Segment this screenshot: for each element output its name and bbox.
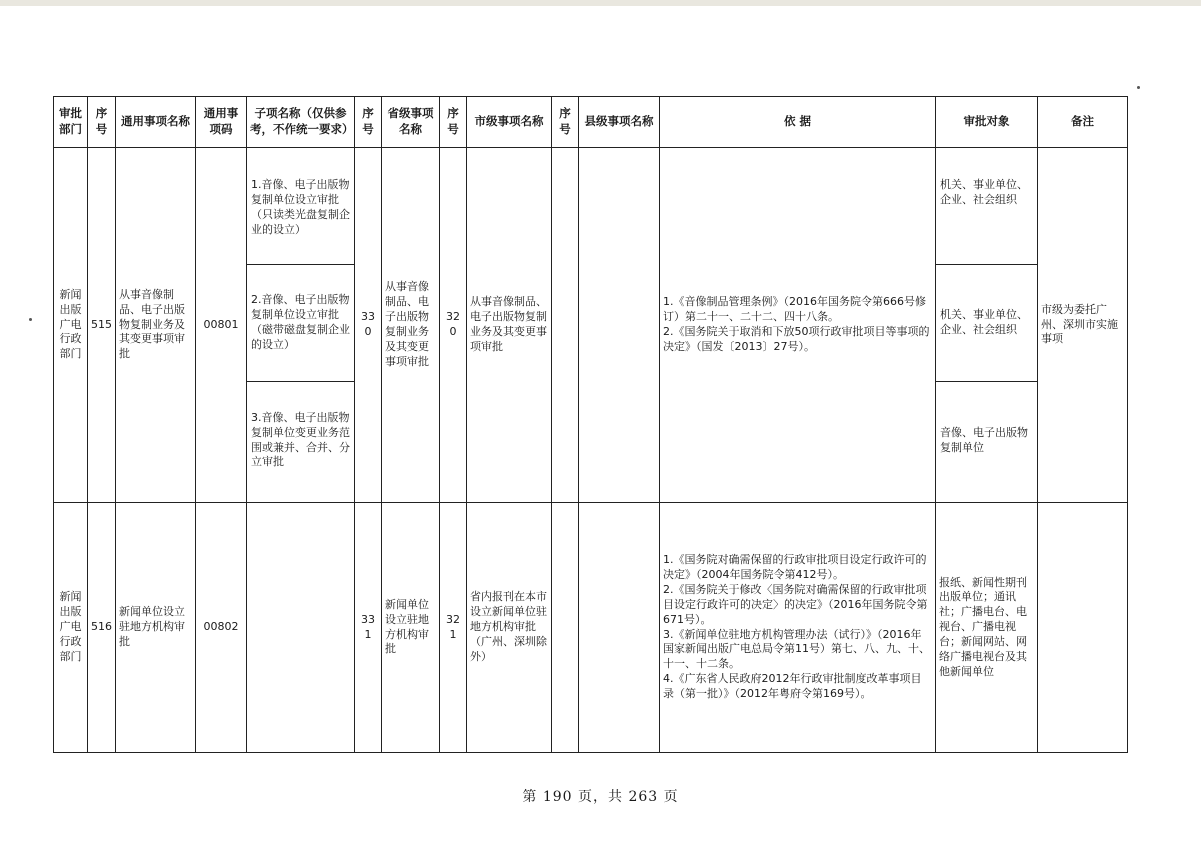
prov-seq-cell: 330 — [355, 148, 382, 503]
city-seq-cell: 320 — [440, 148, 467, 503]
general-name-cell: 从事音像制品、电子出版物复制业务及其变更事项审批 — [116, 148, 196, 503]
header-seq2: 序号 — [355, 97, 382, 148]
sub-item: 1.音像、电子出版物复制单位设立审批（只读类光盘复制企业的设立） — [247, 148, 354, 265]
sub-items-cell — [247, 503, 355, 753]
scan-speck — [29, 318, 32, 321]
seq-cell: 515 — [88, 148, 116, 503]
target-item: 音像、电子出版物复制单位 — [940, 425, 1028, 454]
prov-name-cell: 新闻单位设立驻地方机构审批 — [382, 503, 440, 753]
target-cell: 报纸、新闻性期刊出版单位；通讯社；广播电台、电视台、广播电视台；新闻网站、网络广播电视台及其他新闻单位 — [936, 503, 1038, 753]
header-dept: 审批部门 — [54, 97, 88, 148]
county-name-cell — [579, 503, 660, 753]
header-seq3: 序号 — [440, 97, 467, 148]
basis-cell — [660, 503, 936, 753]
dept-cell: 新闻出版广电行政部门 — [54, 503, 88, 753]
scan-edge — [0, 0, 1201, 6]
city-seq-cell: 321 — [440, 503, 467, 753]
table-header-row — [54, 97, 1128, 148]
header-seq: 序号 — [88, 97, 116, 148]
basis-item: 1.《国务院对确需保留的行政审批项目设定行政许可的决定》（2004年国务院令第412号）。 — [663, 553, 927, 582]
remark-cell — [1038, 503, 1128, 753]
county-seq-cell — [552, 148, 579, 503]
seq-cell: 516 — [88, 503, 116, 753]
county-name-cell — [579, 148, 660, 503]
prov-name-cell: 从事音像制品、电子出版物复制业务及其变更事项审批 — [382, 148, 440, 503]
page-footer: 第 190 页，共 263 页 — [522, 789, 679, 805]
header-target: 审批对象 — [936, 97, 1038, 148]
header-seq4: 序号 — [552, 97, 579, 148]
sub-items-cell — [247, 148, 355, 503]
header-county-name: 县级事项名称 — [579, 97, 660, 148]
scan-speck — [1137, 86, 1140, 89]
sub-item: 2.音像、电子出版物复制单位设立审批（磁带磁盘复制企业的设立） — [247, 265, 354, 382]
basis-item: 4.《广东省人民政府2012年行政审批制度改革事项目录（第一批）》（2012年粤府令第169号）。 — [663, 672, 922, 700]
table-row — [54, 503, 1128, 753]
header-prov-name: 省级事项名称 — [382, 97, 440, 148]
targets-cell — [936, 148, 1038, 503]
city-name-cell: 从事音像制品、电子出版物复制业务及其变更事项审批 — [467, 148, 552, 503]
header-sub-name: 子项名称（仅供参考，不作统一要求） — [247, 97, 355, 148]
basis-item: 1.《音像制品管理条例》（2016年国务院令第666号修订）第二十一、二十二、四十八条。 — [663, 295, 926, 324]
header-general-name: 通用事项名称 — [116, 97, 196, 148]
target-item: 机关、事业单位、企业、社会组织 — [936, 148, 1037, 265]
basis-item: 3.《新闻单位驻地方机构管理办法（试行）》（2016年国家新闻出版广电总局令第11号）第七、八、九、十、十一、十二条。 — [663, 627, 930, 671]
approval-items-table — [53, 96, 1128, 753]
header-general-code: 通用事项码 — [196, 97, 247, 148]
basis-item: 2.《国务院关于修改〈国务院对确需保留的行政审批项目设定行政许可的决定〉的决定》（2016年国务院令第671号）。 — [663, 582, 928, 626]
target-item: 机关、事业单位、企业、社会组织 — [936, 265, 1037, 382]
county-seq-cell — [552, 503, 579, 753]
basis-item: 2.《国务院关于取消和下放50项行政审批项目等事项的决定》（国发〔2013〕27号）。 — [663, 325, 930, 353]
general-code-cell: 00801 — [196, 148, 247, 503]
header-basis: 依 据 — [660, 97, 936, 148]
header-remark: 备注 — [1038, 97, 1128, 148]
general-name-cell: 新闻单位设立驻地方机构审批 — [116, 503, 196, 753]
table-row — [54, 148, 1128, 503]
prov-seq-cell: 331 — [355, 503, 382, 753]
sub-item: 3.音像、电子出版物复制单位变更业务范围或兼并、合并、分立审批 — [251, 410, 350, 469]
remark-cell: 市级为委托广州、深圳市实施事项 — [1038, 148, 1128, 503]
dept-cell: 新闻出版广电行政部门 — [54, 148, 88, 503]
basis-cell — [660, 148, 936, 503]
city-name-cell: 省内报刊在本市设立新闻单位驻地方机构审批（广州、深圳除外） — [467, 503, 552, 753]
general-code-cell: 00802 — [196, 503, 247, 753]
header-city-name: 市级事项名称 — [467, 97, 552, 148]
